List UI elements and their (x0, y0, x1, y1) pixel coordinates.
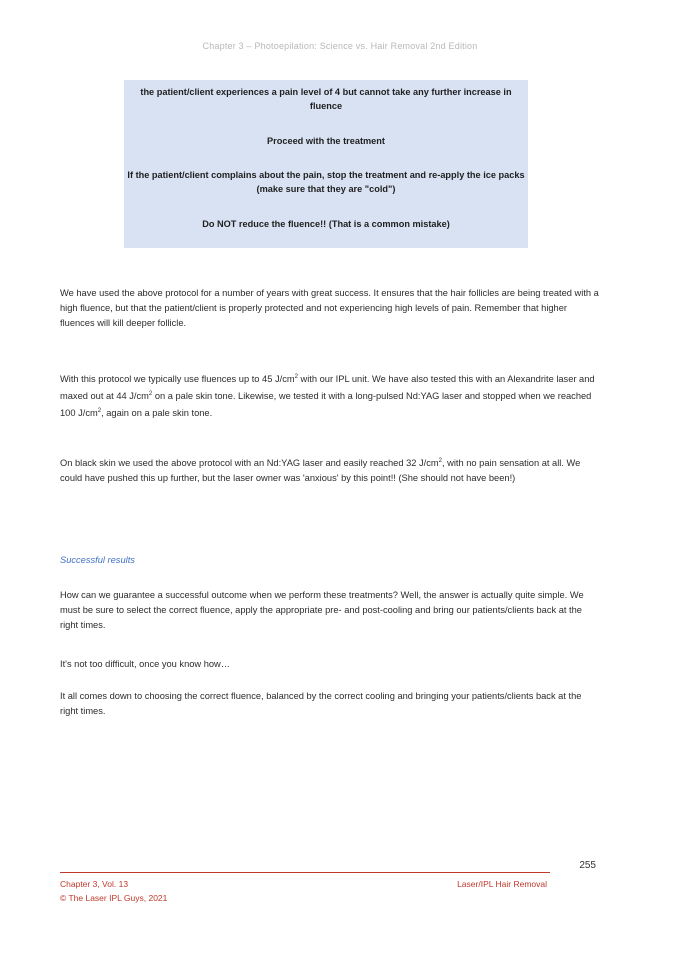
paragraph-guarantee-outcome: How can we guarantee a successful outcome when we perform these treatments? Well, the answer is actually quite simple. We must be sure to select the correct fluence, apply the appropriate pre- and post-cooling and bring our patients/clients back at the right times. (60, 590, 584, 630)
superscript-2: 2 (97, 408, 102, 415)
callout-line-warning: Do NOT reduce the fluence!! (That is a common mistake) (202, 219, 450, 229)
paragraph-not-difficult: It's not too difficult, once you know how… (60, 659, 231, 669)
paragraph-fluence-part-a: With this protocol we typically use fluences up to 45 J/cm (60, 374, 295, 385)
footer-divider (60, 872, 550, 873)
paragraph-fluence-part-d: , again on a pale skin tone. (101, 408, 213, 419)
paragraph-summary: It all comes down to choosing the correct fluence, balanced by the correct cooling and bringing your patients/clients back at the right times. (60, 691, 582, 716)
paragraph-fluence-part-c: on a pale skin tone. Likewise, we tested it with a long-pulsed Nd:YAG laser and stopped when we reached 100 J/cm (60, 391, 592, 419)
callout-box (124, 80, 528, 248)
section-heading-successful-results: Successful results (60, 555, 135, 565)
footer-copyright: © The Laser IPL Guys, 2021 (60, 893, 168, 903)
paragraph-fluence-values (60, 370, 600, 421)
callout-line-complaint: If the patient/client complains about the pain, stop the treatment and re-apply the ice packs (make sure that they are "cold") (127, 170, 525, 194)
superscript-2: 2 (294, 374, 298, 380)
running-header: Chapter 3 – Photoepilation: Science vs. Hair Removal 2nd Edition (202, 41, 478, 51)
paragraph-protocol-success: We have used the above protocol for a number of years with great success. It ensures that the hair follicles are being treated with a high fluence, but that the patient/client is properly protected and not experiencing high levels of pain. Remember that higher fluences will kill deeper follicle. (60, 288, 599, 328)
superscript-2: 2 (438, 458, 442, 464)
paragraph-black-skin-part-b: , with no pain sensation at all. We could have pushed this up further, but the laser owner was 'anxious' by this point!! (She should not have been!) (60, 458, 581, 484)
callout-line-pain-level: the patient/client experiences a pain level of 4 but cannot take any further increase in fluence (140, 87, 512, 111)
paragraph-black-skin-part-a: On black skin we used the above protocol with an Nd:YAG laser and easily reached 32 J/cm (60, 458, 439, 469)
callout-line-proceed: Proceed with the treatment (267, 136, 385, 146)
paragraph-black-skin (60, 454, 600, 486)
footer-book-title: Laser/IPL Hair Removal (457, 879, 547, 889)
paragraph-fluence-part-b: with our IPL unit. We have also tested this with an Alexandrite laser and maxed out at 44 J/cm (60, 374, 595, 402)
page-number: 255 (579, 860, 596, 871)
footer-chapter: Chapter 3, Vol. 13 (60, 879, 129, 889)
superscript-2: 2 (148, 391, 153, 398)
